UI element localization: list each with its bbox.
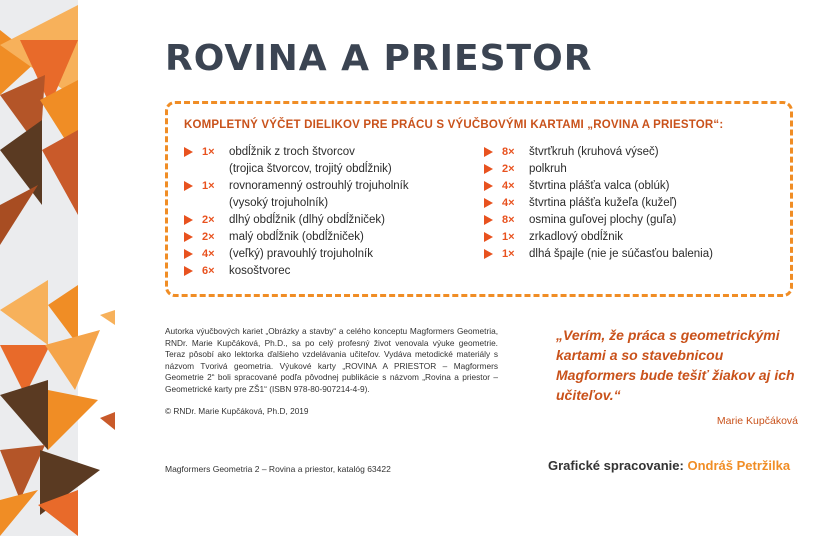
bullet-triangle-icon [484, 249, 493, 259]
bullet-triangle-icon [484, 215, 493, 225]
item-quantity: 2× [502, 163, 515, 175]
item-quantity: 6× [202, 265, 215, 277]
item-quantity: 1× [502, 231, 515, 243]
list-item [184, 263, 474, 280]
bullet-triangle-icon [484, 181, 493, 191]
bullet-triangle-icon [484, 198, 493, 208]
bullet-triangle-icon [484, 147, 493, 157]
item-quantity: 1× [202, 180, 215, 192]
list-item [184, 144, 474, 178]
item-label: dlhá špajle (nie je súčasťou balenia) [529, 248, 713, 260]
parts-list-left [184, 144, 474, 280]
item-quantity: 4× [202, 248, 215, 260]
list-item [184, 246, 474, 263]
list-item [484, 161, 794, 178]
catalog-text: Magformers Geometria 2 – Rovina a priestor, katalóg 63422 [165, 464, 391, 474]
item-label: štvrtina plášťa kužeľa (kužeľ) [529, 197, 677, 209]
item-label: štvrťkruh (kruhová výseč) [529, 146, 659, 158]
bullet-triangle-icon [184, 181, 193, 191]
list-item [184, 178, 474, 212]
item-label: štvrtina plášťa valca (oblúk) [529, 180, 670, 192]
list-item [484, 246, 794, 263]
bullet-triangle-icon [184, 249, 193, 259]
credit-name: Ondráš Petržilka [687, 458, 791, 473]
bullet-triangle-icon [184, 232, 193, 242]
item-label: osmina guľovej plochy (guľa) [529, 214, 677, 226]
bullet-triangle-icon [184, 215, 193, 225]
item-label-note: (trojica štvorcov, trojitý obdĺžnik) [229, 163, 392, 175]
decorative-triangle-pattern [0, 0, 115, 536]
item-quantity: 1× [502, 248, 515, 260]
bullet-triangle-icon [484, 232, 493, 242]
list-item [484, 178, 794, 195]
bullet-triangle-icon [484, 164, 493, 174]
list-item [484, 195, 794, 212]
bullet-triangle-icon [184, 266, 193, 276]
parts-list-right [484, 144, 794, 263]
graphic-design-credit [548, 458, 790, 473]
list-item [484, 212, 794, 229]
parts-list-heading: KOMPLETNÝ VÝČET DIELIKOV PRE PRÁCU S VÝUČBOVÝMI KARTAMI „ROVINA A PRIESTOR“: [184, 119, 724, 131]
list-item [484, 144, 794, 161]
bullet-triangle-icon [184, 147, 193, 157]
quote-author: Marie Kupčáková [716, 415, 798, 427]
item-quantity: 2× [202, 214, 215, 226]
item-label: rovnoramenný ostrouhlý trojuholník [229, 180, 409, 192]
item-quantity: 4× [502, 197, 515, 209]
item-quantity: 4× [502, 180, 515, 192]
item-label: polkruh [529, 163, 567, 175]
item-label: (veľký) pravouhlý trojuholník [229, 248, 373, 260]
item-quantity: 1× [202, 146, 215, 158]
list-item [184, 212, 474, 229]
copyright-text: © RNDr. Marie Kupčáková, Ph.D, 2019 [165, 406, 309, 416]
author-note: Autorka výučbových kariet „Obrázky a stavby“ a celého konceptu Magformers Geometria, RNDr. Marie Kupčáková, Ph.D., sa po celý profesný život venovala výuke geometrie. Teraz pôsobí ako lektorka ďalšieho vzdelávania učiteľov. Vydáva metodické materiály s názvom Tvorivá geometria. Výukové karty „ROVINA A PRIESTOR – Magformers Geometrie 2“ boli spracované podľa pôvodnej publikácie s názvom „Rovina a priestor – Geometrické karty pre ZŠ1“ (ISBN 978-80-907214-4-9). [165, 326, 498, 394]
item-quantity: 2× [202, 231, 215, 243]
item-quantity: 8× [502, 214, 515, 226]
item-label: kosoštvorec [229, 265, 291, 277]
list-item [184, 229, 474, 246]
item-label: zrkadlový obdĺžnik [529, 231, 623, 243]
page-title: ROVINA A PRIESTOR [165, 38, 593, 79]
item-label-note: (vysoký trojuholník) [229, 197, 329, 209]
credit-label: Grafické spracovanie: [548, 458, 684, 473]
item-label: dlhý obdĺžnik (dlhý obdĺžniček) [229, 214, 385, 226]
item-label: malý obdĺžnik (obdĺžniček) [229, 231, 364, 243]
item-quantity: 8× [502, 146, 515, 158]
item-label: obdĺžnik z troch štvorcov [229, 146, 355, 158]
list-item [484, 229, 794, 246]
author-quote: „Verím, že práca s geometrickými kartami a so stavebnicou Magformers bude tešiť žiakov aj ich učiteľov.“ [556, 327, 795, 403]
